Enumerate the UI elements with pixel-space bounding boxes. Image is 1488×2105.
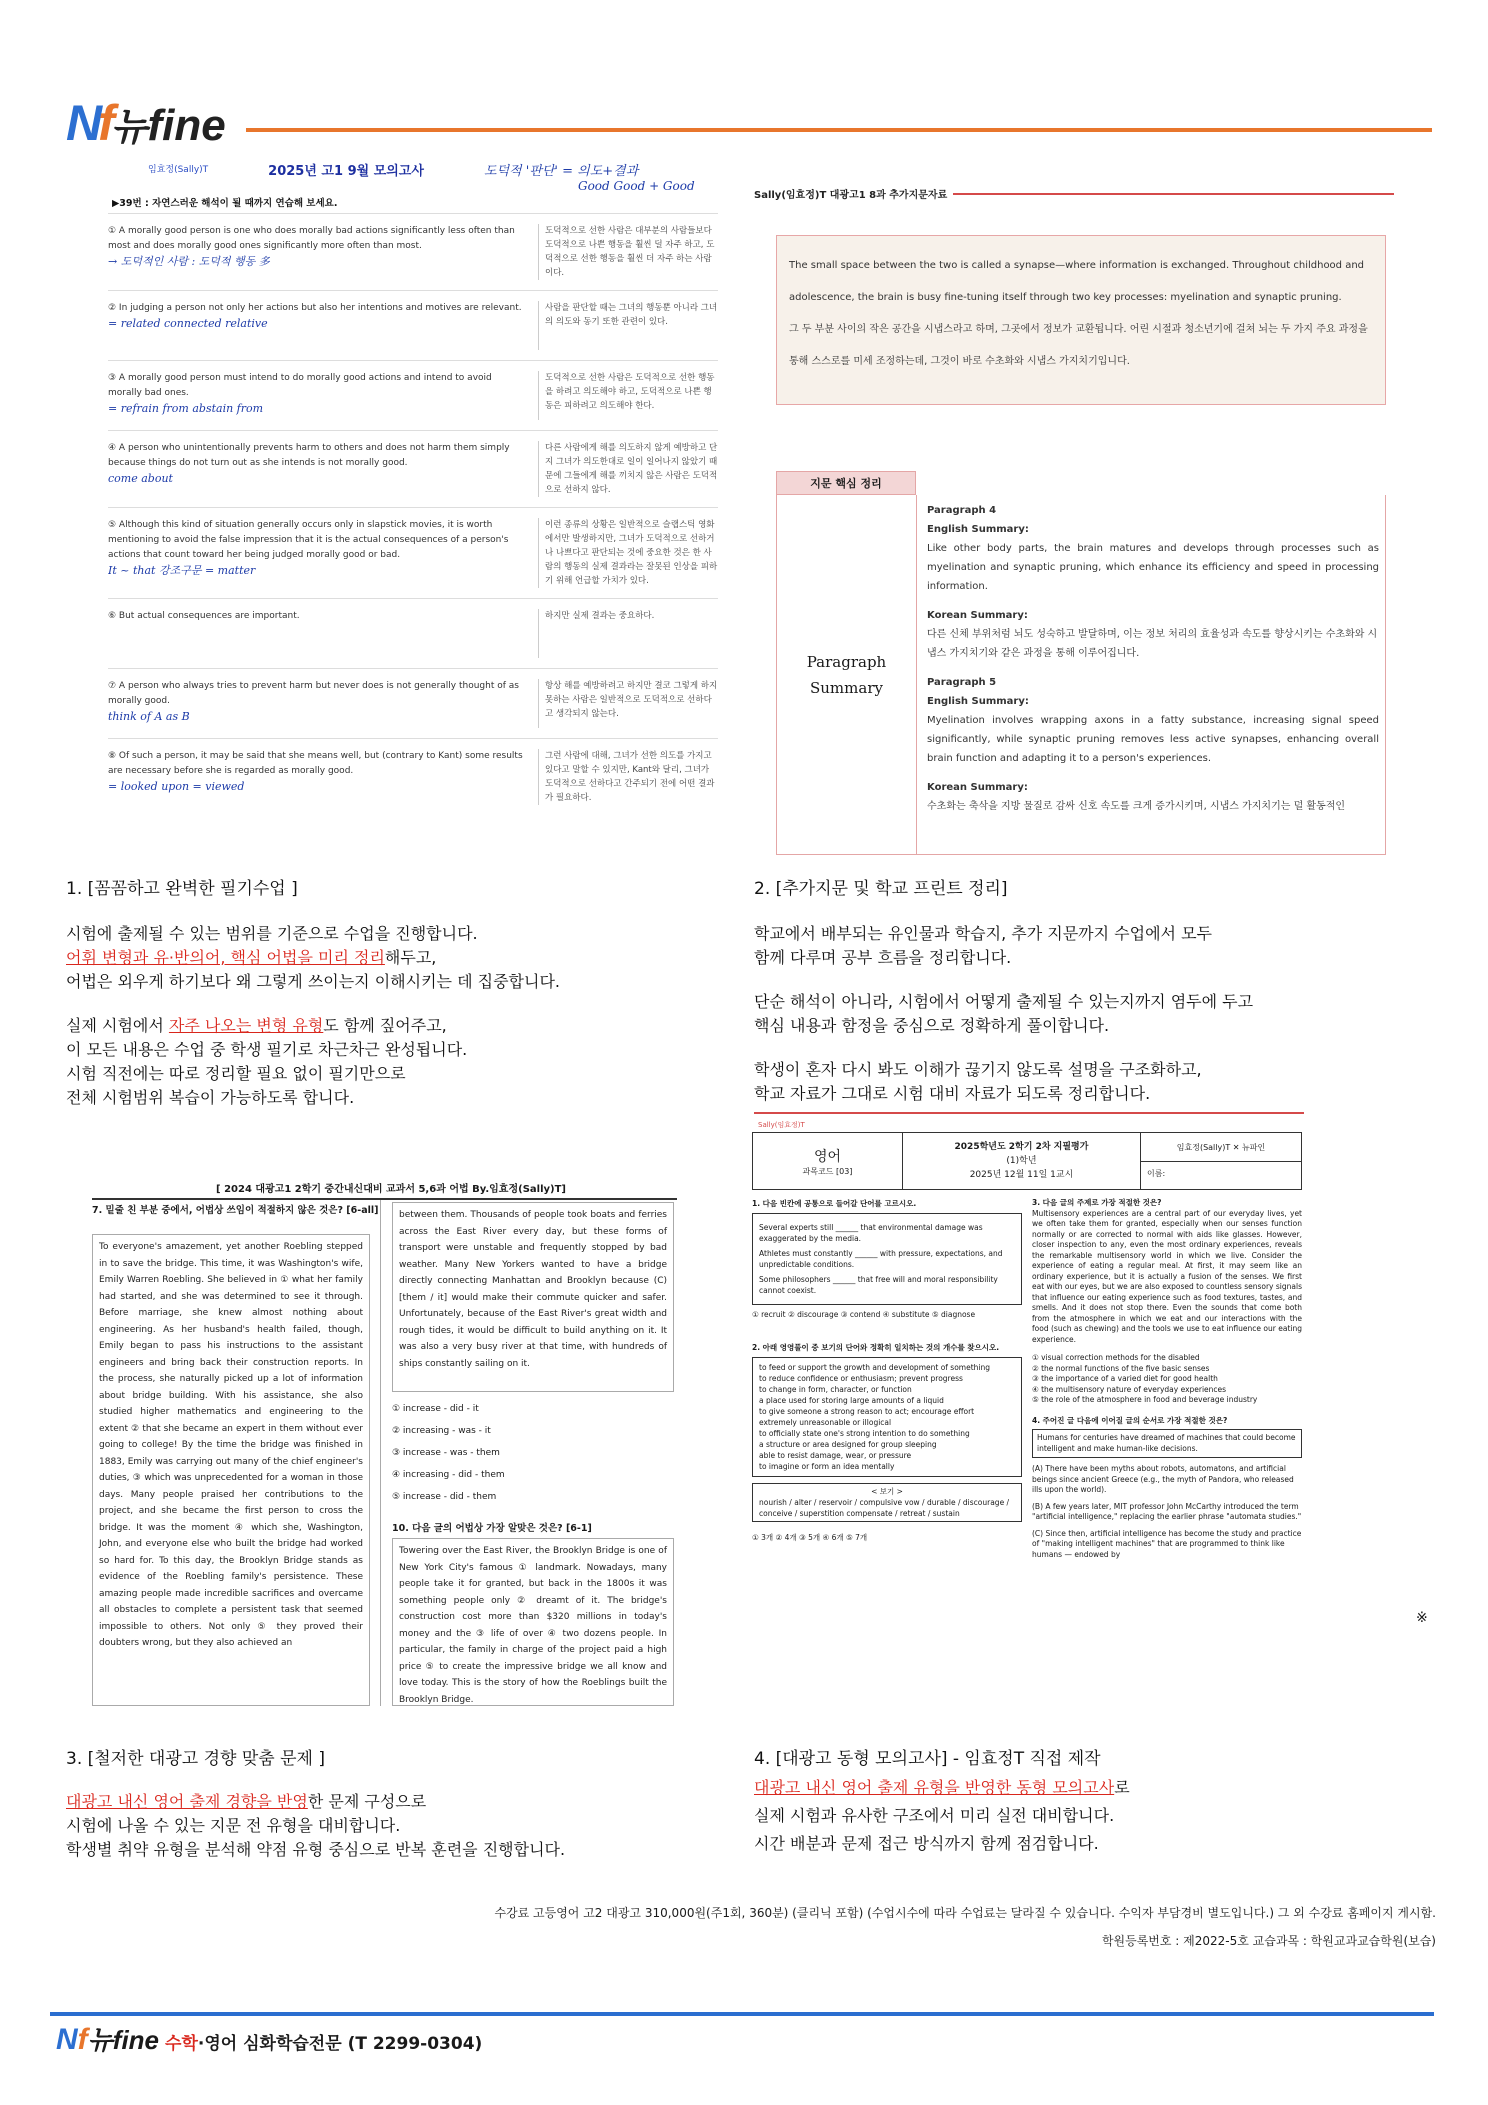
exam-right-column — [1032, 1198, 1302, 1573]
worksheet-q7: 7. 밑줄 친 부분 중에서, 어법상 쓰임이 적절하지 않은 것은? [6-all] — [92, 1205, 379, 1216]
exam-tag: Sally(임효정)T — [758, 1121, 805, 1129]
p5-en-label: English Summary: — [927, 696, 1029, 707]
section-1-line-2: 해두고, — [384, 948, 437, 967]
note-row — [108, 668, 718, 738]
section-3-line-1: 한 문제 구성으로 — [307, 1792, 427, 1811]
p5-title: Paragraph 5 — [927, 677, 997, 688]
exam-q2-box-label: < 보기 > — [871, 1487, 903, 1496]
footer-logo-ko: 뉴 — [87, 2025, 113, 2055]
exam-line-2: (1)학년 — [1006, 1156, 1037, 1166]
footer-rule — [50, 2012, 1434, 2016]
exam-q4-b: (B) A few years later, MIT professor John McCarthy introduced the term "artificial intelligence," replacing the earlier phrase "automata studies." — [1032, 1501, 1302, 1521]
section-3-line-2: 시험에 나올 수 있는 지문 전 유형을 대비합니다. — [66, 1816, 401, 1835]
logo-word: fine — [147, 101, 226, 150]
note-row — [108, 360, 718, 430]
note-row-korean: 사람을 판단할 때는 그녀의 행동뿐 아니라 그녀의 의도와 동기 또한 관련이 있다. — [538, 301, 718, 350]
side-mark: ※ — [1416, 1610, 1428, 1626]
section-1-line-6: 시험 직전에는 따로 정리할 필요 없이 필기만으로 — [66, 1064, 406, 1083]
exam-q1-box — [752, 1213, 1022, 1305]
exam-q2-options: ① 3개 ② 4개 ③ 5개 ④ 6개 ⑤ 7개 — [752, 1533, 868, 1542]
worksheet-option: ① increase - did - it — [392, 1404, 479, 1414]
section-1-line-4c: 도 함께 짚어주고, — [323, 1016, 447, 1035]
extra-header: Sally(임효정)T 대광고1 8과 추가지문자료 — [754, 190, 948, 201]
note-row — [108, 738, 718, 810]
exam-line-3: 2025년 12월 11일 1교시 — [969, 1170, 1074, 1180]
note-row-handwriting: It ~ that 강조구문 = matter — [108, 564, 256, 577]
note-row-english: ⑦ A person who always tries to prevent harm but never does is not generally thought of as morally good. — [108, 681, 519, 706]
note-row-english: ④ A person who unintentionally prevents harm to others and does not harm them simply because things do not turn out as she intends is not morally good. — [108, 443, 510, 468]
worksheet-options — [392, 1398, 674, 1508]
section-1-title: 1. [꼼꼼하고 완벽한 필기수업 ] — [66, 879, 298, 899]
exam-q1: 1. 다음 빈칸에 공통으로 들어갈 단어를 고르시오. — [752, 1199, 917, 1208]
section-1-line-3: 어법은 외우게 하기보다 왜 그렇게 쓰이는지 이해시키는 데 집중합니다. — [66, 972, 560, 991]
exam-q4-c: (C) Since then, artificial intelligence has become the study and practice of "making intelligent machines" that are programmed to think like humans — endowed by — [1032, 1528, 1302, 1559]
section-4-title: 4. [대광고 동형 모의고사] - 임효정T 직접 제작 — [754, 1749, 1101, 1769]
exam-q2-item: a structure or area designed for group sleeping — [759, 1440, 937, 1449]
section-4-line-1: 로 — [1114, 1778, 1130, 1797]
note-row-handwriting: come about — [108, 472, 173, 485]
extra-passage-en: The small space between the two is called a synapse—where information is exchanged. Throughout childhood and adolescence, the brain is busy fine-tuning itself through two key processes: myelination and synaptic pruning. — [789, 260, 1365, 303]
exam-line-1: 2025학년도 2학기 2차 지필평가 — [954, 1142, 1089, 1152]
worksheet-passage-3: Towering over the East River, the Brooklyn Bridge is one of New York City's famous ① landmark. Nowadays, many people take it for granted, but back in the 1800s it was something people only ② dreamt of it. The bridge's construction cost more than $320 millions in today's money and the ③ life of over ④ two dozens people. In particular, the family in charge of the project paid a high price ⑤ to create the impressive bridge we all know and love today. This is the story of how the Roeblings built the Brooklyn Bridge. — [392, 1538, 674, 1706]
brand-logo — [66, 96, 246, 150]
note-row-english: ⑤ Although this kind of situation generally occurs only in slapstick movies, it is worth mentioning to avoid the false impression that it is the actual consequences of a person's actions that count toward her being judged morally good or bad. — [108, 520, 509, 560]
exam-q2-item: able to resist damage, wear, or pressure — [759, 1451, 912, 1460]
exam-q3: 3. 다음 글의 주제로 가장 적절한 것은? — [1032, 1198, 1162, 1207]
exam-q1-options: ① recruit ② discourage ③ contend ④ substitute ⑤ diagnose — [752, 1310, 976, 1319]
note-row-handwriting: = related connected relative — [108, 317, 268, 330]
extra-header-rule — [953, 193, 1394, 195]
logo-f-mark: f — [98, 95, 111, 151]
note-question-label: ▶39번 : 자연스러운 해석이 될 때까지 연습해 보세요. — [112, 198, 338, 209]
note-row-korean: 하지만 실제 결과는 중요하다. — [538, 609, 718, 658]
section-2-rule — [754, 1112, 1304, 1114]
summary-table-head: 지문 핵심 정리 — [776, 471, 916, 495]
note-row-korean: 도덕적으로 선한 사람은 대부분의 사람들보다 도덕적으로 나쁜 행동을 훨씬 덜 자주 하고, 도덕적으로 선한 행동을 훨씬 더 자주 하는 사람이다. — [538, 224, 718, 280]
exam-q2-item: to reduce confidence or enthusiasm; prevent progress — [759, 1374, 963, 1383]
section-1-highlight-1: 어휘 변형과 유·반의어, 핵심 어법을 미리 정리 — [66, 948, 385, 967]
section-4 — [754, 1748, 1404, 1856]
exam-code: 과목코드 [03] — [802, 1166, 853, 1176]
p4-ko: 다른 신체 부위처럼 뇌도 성숙하고 발달하며, 이는 정보 처리의 효율성과 속도를 향상시키는 수초화와 시냅스 가지치기와 같은 과정을 통해 이루어집니다. — [927, 629, 1378, 659]
section-2 — [754, 878, 1404, 1114]
worksheet-option: ③ increase - was - them — [392, 1448, 500, 1458]
section-1-line-5: 이 모든 내용은 수업 중 학생 필기로 차근차근 완성됩니다. — [66, 1040, 468, 1059]
p5-en: Myelination involves wrapping axons in a fatty substance, increasing signal speed significantly, while synaptic pruning removes less active synapses, enhancing overall brain function and adapting it to a person's experiences. — [927, 715, 1379, 764]
p4-title: Paragraph 4 — [927, 505, 997, 516]
exam-q2-item: a place used for storing large amounts of a liquid — [759, 1396, 944, 1405]
section-2-line-2: 함께 다루며 공부 흐름을 정리합니다. — [754, 948, 1012, 967]
worksheet-title: [ 2024 대광고1 2학기 중간내신대비 교과서 5,6과 어법 By.임효정(Sally)T] — [216, 1184, 566, 1195]
exam-q3-option: ⑤ the role of the atmosphere in food and beverage industry — [1032, 1395, 1258, 1404]
exam-q3-option: ④ the multisensory nature of everyday experiences — [1032, 1384, 1227, 1394]
note-teacher: 임효정(Sally)T — [148, 164, 209, 175]
footer-math: 수학 — [165, 2034, 198, 2054]
note-row — [108, 598, 718, 668]
section-4-line-3: 시간 배분과 문제 접근 방식까지 함께 점검합니다. — [754, 1834, 1099, 1853]
note-row-english: ③ A morally good person must intend to do morally good actions and intend to avoid morally bad ones. — [108, 373, 492, 398]
worksheet-passage-2: between them. Thousands of people took boats and ferries across the East River every day, but these forms of transport were unstable and frequently stopped by bad weather. Many New Yorkers wanted to have a bridge directly connecting Manhattan and Brooklyn because (C) [them / it] would make their commute quicker and safer. Unfortunately, because of the East River's great width and rough tides, it would be difficult to build anything on it. It was also a very busy river at that time, with hundreds of ships constantly sailing on it. — [392, 1202, 674, 1392]
exam-q2-item: to give someone a strong reason to act; encourage effort — [759, 1407, 975, 1416]
tuition-notice: 수강료 고등영어 고2 대광고 310,000원(주1회, 360분) (클리닉 포함) (수업시수에 따라 수업료는 달라질 수 있습니다. 수익자 부담경비 별도입니다.) 그 외 수강료 홈페이지 게시함. — [494, 1906, 1436, 1920]
section-2-line-1: 학교에서 배부되는 유인물과 학습지, 추가 지문까지 수업에서 모두 — [754, 924, 1213, 943]
footer-logo-f: f — [77, 2023, 88, 2056]
section-3-highlight: 대광고 내신 영어 출제 경향을 반영 — [66, 1792, 308, 1811]
note-row-english: ⑧ Of such a person, it may be said that she means well, but (contrary to Kant) some results are necessary before she is regarded as morally good. — [108, 751, 523, 776]
header-rule — [246, 128, 1432, 132]
grammar-worksheet-panel — [92, 1178, 690, 1708]
section-1-highlight-2: 자주 나오는 변형 유형 — [168, 1016, 324, 1035]
exam-q2-item: extremely unreasonable or illogical — [759, 1418, 892, 1427]
section-3-title: 3. [철저한 대광고 경향 맞춤 문제 ] — [66, 1749, 325, 1769]
note-rows — [108, 213, 718, 810]
exam-q1-item: Some philosophers ______ that free will and moral responsibility cannot coexist. — [759, 1275, 998, 1295]
note-row-korean: 그런 사람에 대해, 그녀가 선한 의도를 가지고 있다고 말할 수 있지만, Kant와 달리, 그녀가 도덕적으로 선하다고 간주되기 전에 어떤 결과가 필요하다. — [538, 749, 718, 805]
extra-passage-panel — [754, 160, 1394, 860]
section-2-line-6: 학교 자료가 그대로 시험 대비 자료가 되도록 정리합니다. — [754, 1084, 1151, 1103]
section-2-line-4: 핵심 내용과 함정을 중심으로 정확하게 풀이합니다. — [754, 1016, 1110, 1035]
note-row-korean: 도덕적으로 선한 사람은 도덕적으로 선한 행동을 하려고 의도해야 하고, 도덕적으로 나쁜 행동은 피하려고 의도해야 한다. — [538, 371, 718, 420]
exam-q3-option: ③ the importance of a varied diet for good health — [1032, 1374, 1218, 1383]
note-row — [108, 507, 718, 598]
section-4-highlight: 대광고 내신 영어 출제 유형을 반영한 동형 모의고사 — [754, 1778, 1115, 1797]
note-row-handwriting: → 도덕적인 사람 : 도덕적 행동 多 — [108, 255, 270, 268]
exam-q1-item: Athletes must constantly ______ with pressure, expectations, and unpredictable conditions. — [759, 1249, 1003, 1269]
footer-logo-word: fine — [112, 2025, 160, 2055]
p4-en-label: English Summary: — [927, 524, 1029, 535]
worksheet-option: ② increasing - was - it — [392, 1426, 491, 1436]
exam-teacher: 임효정(Sally)T ✕ 뉴파인 — [1141, 1133, 1301, 1162]
footer-dot: · — [197, 2034, 205, 2054]
exam-q2-item: to feed or support the growth and development of something — [759, 1363, 991, 1372]
exam-subject: 영어 — [813, 1148, 842, 1165]
section-3-line-3: 학생별 취약 유형을 분석해 약점 유형 중심으로 반복 훈련을 진행합니다. — [66, 1840, 566, 1859]
exam-q3-text: Multisensory experiences are a central part of our everyday lives, yet we often take them for granted, especially when our senses function normally or are corrected to normal with aids like glasses. However, closer inspection to any, even the most ordinary experiences, reveals the remarkable multisensory world in which we live. Consider the experience of eating a regular meal. At first, it may seem like an ordinary experience, but it is actually a fusion of the senses. We first eat with our eyes, but we are also exposed to countless sensory signals that influence our eating experience such as food textures, tastes, and smells. And it does not stop there. Even the sounds that come both from the atmosphere in which we eat and our interactions with the food (such as chewing) and the tools we use to eat influence our eating experience. — [1032, 1208, 1302, 1344]
note-handwriting-sub: Good Good + Good — [578, 179, 695, 193]
exam-q4: 4. 주어진 글 다음에 이어질 글의 순서로 가장 적절한 것은? — [1032, 1415, 1228, 1425]
summary-table — [776, 471, 1386, 855]
p5-ko-label: Korean Summary: — [927, 782, 1028, 793]
footer-logo-n: N — [56, 2023, 78, 2056]
worksheet-option: ④ increasing - did - them — [392, 1470, 505, 1480]
note-row-handwriting: think of A as B — [108, 710, 190, 723]
note-handwriting-title: 도덕적 '판단' = 의도+결과 — [483, 164, 639, 179]
logo-n: N — [66, 95, 99, 151]
note-title: 2025년 고1 9월 모의고사 — [268, 164, 424, 179]
exam-q2-words: nourish / alter / reservoir / compulsive vow / durable / discourage / conceive / superstition compensate / retreat / sustain — [759, 1498, 1010, 1518]
extra-passage-ko: 그 두 부분 사이의 작은 공간을 시냅스라고 하며, 그곳에서 정보가 교환됩니다. 어린 시절과 청소년기에 걸쳐 뇌는 두 가지 주요 과정을 통해 스스로를 미세 조정하는데, 그것이 바로 수초화와 시냅스 가지치기입니다. — [789, 324, 1368, 367]
footer-brand — [56, 2020, 482, 2057]
p5-ko: 수초화는 축삭을 지방 물질로 감싸 신호 속도를 크게 증가시키며, 시냅스 가지치기는 덜 활동적인 — [927, 801, 1346, 812]
note-row-korean: 다른 사람에게 해를 의도하지 않게 예방하고 단지 그녀가 의도한대로 일이 일어나지 않았기 때문에 그들에게 해를 끼치지 않은 사람은 도덕적으로 선하지 않다. — [538, 441, 718, 497]
note-row — [108, 213, 718, 290]
note-row-handwriting: = looked upon = viewed — [108, 780, 245, 793]
section-1-line-7: 전체 시험범위 복습이 가능하도록 합니다. — [66, 1088, 355, 1107]
extra-passage-box — [776, 235, 1386, 405]
exam-name-field: 이름: — [1147, 1169, 1166, 1178]
exam-q3-option: ② the normal functions of the five basic senses — [1032, 1363, 1210, 1373]
mock-exam-panel — [752, 1120, 1302, 1710]
exam-q4-box: Humans for centuries have dreamed of machines that could become intelligent and make human-like decisions. — [1032, 1429, 1302, 1458]
note-row-english: ⑥ But actual consequences are important. — [108, 611, 300, 621]
p4-en: Like other body parts, the brain matures and develops through processes such as myelination and synaptic pruning, which enhance its efficiency and speed in processing information. — [927, 543, 1379, 592]
exam-header — [752, 1132, 1302, 1190]
exam-q2-item: to imagine or form an idea mentally — [759, 1462, 895, 1471]
note-row — [108, 430, 718, 507]
exam-q4-a: (A) There have been myths about robots, automatons, and artificial beings since ancient Greece (e.g., the myth of Pandora, who released ills upon the world). — [1032, 1464, 1294, 1494]
p4-ko-label: Korean Summary: — [927, 610, 1028, 621]
worksheet-option: ⑤ increase - did - them — [392, 1492, 497, 1502]
footer-tagline: 영어 심화학습전문 (T 2299-0304) — [204, 2034, 483, 2054]
section-2-title: 2. [추가지문 및 학교 프린트 정리] — [754, 879, 1008, 899]
worksheet-passage-1: To everyone's amazement, yet another Roebling stepped in to save the bridge. This time, it was Washington's wife, Emily Warren Roebling. She believed in ① what her family had started, and she was determined to see it through. Before marriage, she knew almost nothing about engineering. As her husband's health failed, though, Emily began to pass his instructions to the assistant engineers and bring back their construction reports. In the process, she naturally picked up a lot of information about bridge building. With his assistance, she also studied higher mathematics and engineering to the extent ② that she became an expert in them without ever going to college! By the time the bridge was finished in 1883, Emily was carrying out many of the chief engineer's duties, ③ which was unprecedented for a woman in those days. Many people praised her contributions to the project, and she became the first person to cross the bridge. It was the moment ④ which she, Washington, John, and everyone else who built the bridge had worked so hard for. To this day, the Brooklyn Bridge stands as evidence of the Roebling family's persistence. These amazing people made incredible sacrifices and overcame all obstacles to complete a persistent task that seemed impossible to others. Not only ⑤ they proved their doubters wrong, but they also achieved an — [92, 1234, 370, 1706]
worksheet-rule — [92, 1198, 677, 1200]
section-4-line-2: 실제 시험과 유사한 구조에서 미리 실전 대비합니다. — [754, 1806, 1115, 1825]
note-sample-panel — [108, 160, 718, 810]
exam-q2-box — [752, 1357, 1022, 1477]
note-row-korean: 이런 종류의 상황은 일반적으로 슬랩스틱 영화에서만 발생하지만, 그녀가 도덕적으로 선하거나 나쁘다고 판단되는 것에 중요한 것은 한 사람의 행동의 실제 결과라는 잘못된 인상을 피하기 위해 언급할 가치가 있다. — [538, 518, 718, 588]
note-row-english: ① A morally good person is one who does morally bad actions significantly less often than most and does morally good ones significantly more often than most. — [108, 226, 515, 251]
section-1-line-1: 시험에 출제될 수 있는 범위를 기준으로 수업을 진행합니다. — [66, 924, 478, 943]
summary-label: Paragraph Summary — [777, 495, 917, 854]
note-row-handwriting: = refrain from abstain from — [108, 402, 264, 415]
exam-q1-item: Several experts still ______ that environmental damage was exaggerated by the media. — [759, 1223, 983, 1243]
section-2-line-5: 학생이 혼자 다시 봐도 이해가 끊기지 않도록 설명을 구조화하고, — [754, 1060, 1202, 1079]
note-row — [108, 290, 718, 360]
note-row-korean: 항상 해를 예방하려고 하지만 결코 그렇게 하지 못하는 사람은 일반적으로 도덕적으로 선하다고 생각되지 않는다. — [538, 679, 718, 728]
registration-number: 학원등록번호 : 제2022-5호 교습과목 : 학원교과교습학원(보습) — [1101, 1934, 1436, 1948]
exam-q2-item: to officially state one's strong intention to do something — [759, 1429, 970, 1438]
exam-q2: 2. 아래 영영풀이 중 보기의 단어와 정확히 일치하는 것의 개수를 찾으시오. — [752, 1343, 1000, 1352]
exam-q3-option: ① visual correction methods for the disabled — [1032, 1353, 1200, 1362]
note-row-english: ② In judging a person not only her actions but also her intentions and motives are relevant. — [108, 303, 522, 313]
section-2-line-3: 단순 해석이 아니라, 시험에서 어떻게 출제될 수 있는지까지 염두에 두고 — [754, 992, 1254, 1011]
worksheet-q10: 10. 다음 글의 어법상 가장 알맞은 것은? [6-1] — [392, 1523, 592, 1534]
logo-korean: 뉴 — [110, 107, 148, 149]
section-1 — [66, 878, 706, 1110]
exam-q3-options — [1032, 1353, 1302, 1406]
exam-q2-item: to change in form, character, or function — [759, 1385, 912, 1394]
exam-left-column — [752, 1198, 1022, 1573]
section-3 — [66, 1748, 746, 1862]
section-1-line-4a: 실제 시험에서 — [66, 1016, 169, 1035]
